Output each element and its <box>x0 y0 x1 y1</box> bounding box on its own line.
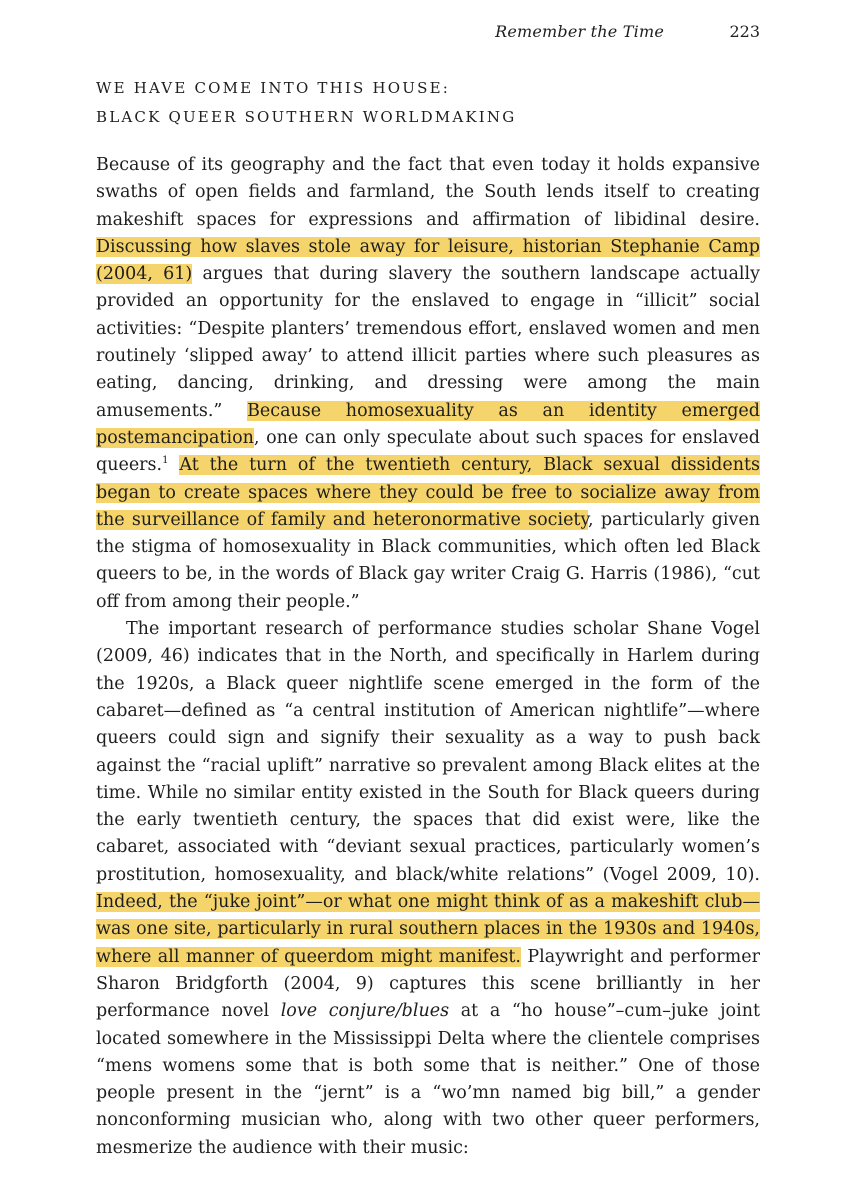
text-run: Playwright and performer Sharon Bridgforth (2004, 9) captures this scene brilliantly in her performance novel <box>96 946 760 1022</box>
book-title-italic: love conjure/blues <box>280 1001 450 1022</box>
highlighted-passage: Because homosexuality as an identity emerged postemancipation <box>96 400 760 448</box>
text-run: The important research of performance studies scholar Shane Vogel (2009, 46) indicates that in the North, and specifically in Harlem during the 1920s, a Black queer nightlife scene emerged in the form of the cabaret—defined as “a central institution of American nightlife”—where queers could sign and signify their sexuality as a way to push back against the “racial uplift” narrative so prevalent among Black elites at the time. While no similar entity existed in the South for Black queers during the early twentieth century, the spaces that did exist were, like the cabaret, associated with “deviant sexual practices, particularly women’s prostitution, homosexuality, and black/white relations” (Vogel 2009, 10). <box>96 619 760 885</box>
text-run <box>168 455 179 475</box>
body-text <box>96 152 760 1162</box>
section-heading-line-2: BLACK QUEER SOUTHERN WORLDMAKING <box>96 108 517 126</box>
section-heading <box>96 74 776 132</box>
text-run: Because of its geography and the fact that even today it holds expansive swaths of open fields and farmland, the South lends itself to creating makeshift spaces for expressions and affirmation of libidinal desire. <box>96 155 760 230</box>
section-heading-line-1: WE HAVE COME INTO THIS HOUSE: <box>96 79 450 97</box>
text-run: argues that during slavery the southern landscape actually provided an opportunity for the enslaved to engage in “illicit” social activities: “Despite planters’ tremendous effort, enslaved women and men routinely ‘slipped away’ to attend illicit parties where such pleasures as eating, dancing, drinking, and dressing were among the main amusements.” <box>96 264 760 421</box>
paragraph-1 <box>96 152 760 616</box>
running-title: Remember the Time <box>495 22 664 41</box>
text-run: , particularly given the stigma of homosexuality in Black communities, which often led Black queers to be, in the words of Black gay writer Craig G. Harris (1986), “cut off from among their people.” <box>96 509 760 612</box>
running-header <box>0 22 864 46</box>
highlighted-passage: At the turn of the twentieth century, Black sexual dissidents began to create spaces where they could be free to socialize away from the surveillance of family and heteronormative society <box>96 455 760 530</box>
page-number: 223 <box>729 22 760 41</box>
text-run: at a “ho house”–cum–juke joint located somewhere in the Mississippi Delta where the clientele comprises “mens womens some that is both some that is neither.” One of those people present in the “jernt” is a “wo’mn named big bill,” a gender nonconforming musician who, along with two other queer performers, mesmerize the audience with their music: <box>96 1001 760 1158</box>
paragraph-2 <box>96 616 760 1162</box>
highlighted-passage: Discussing how slaves stole away for leisure, historian Stephanie Camp (2004, 61) <box>96 236 760 285</box>
highlighted-passage: Indeed, the “juke joint”—or what one might think of as a makeshift club—was one site, particularly in rural southern places in the 1930s and 1940s, where all manner of queerdom might manifest. <box>96 892 760 967</box>
footnote-marker[interactable]: 1 <box>162 455 169 467</box>
text-run: , one can only speculate about such spaces for enslaved queers. <box>96 427 760 476</box>
